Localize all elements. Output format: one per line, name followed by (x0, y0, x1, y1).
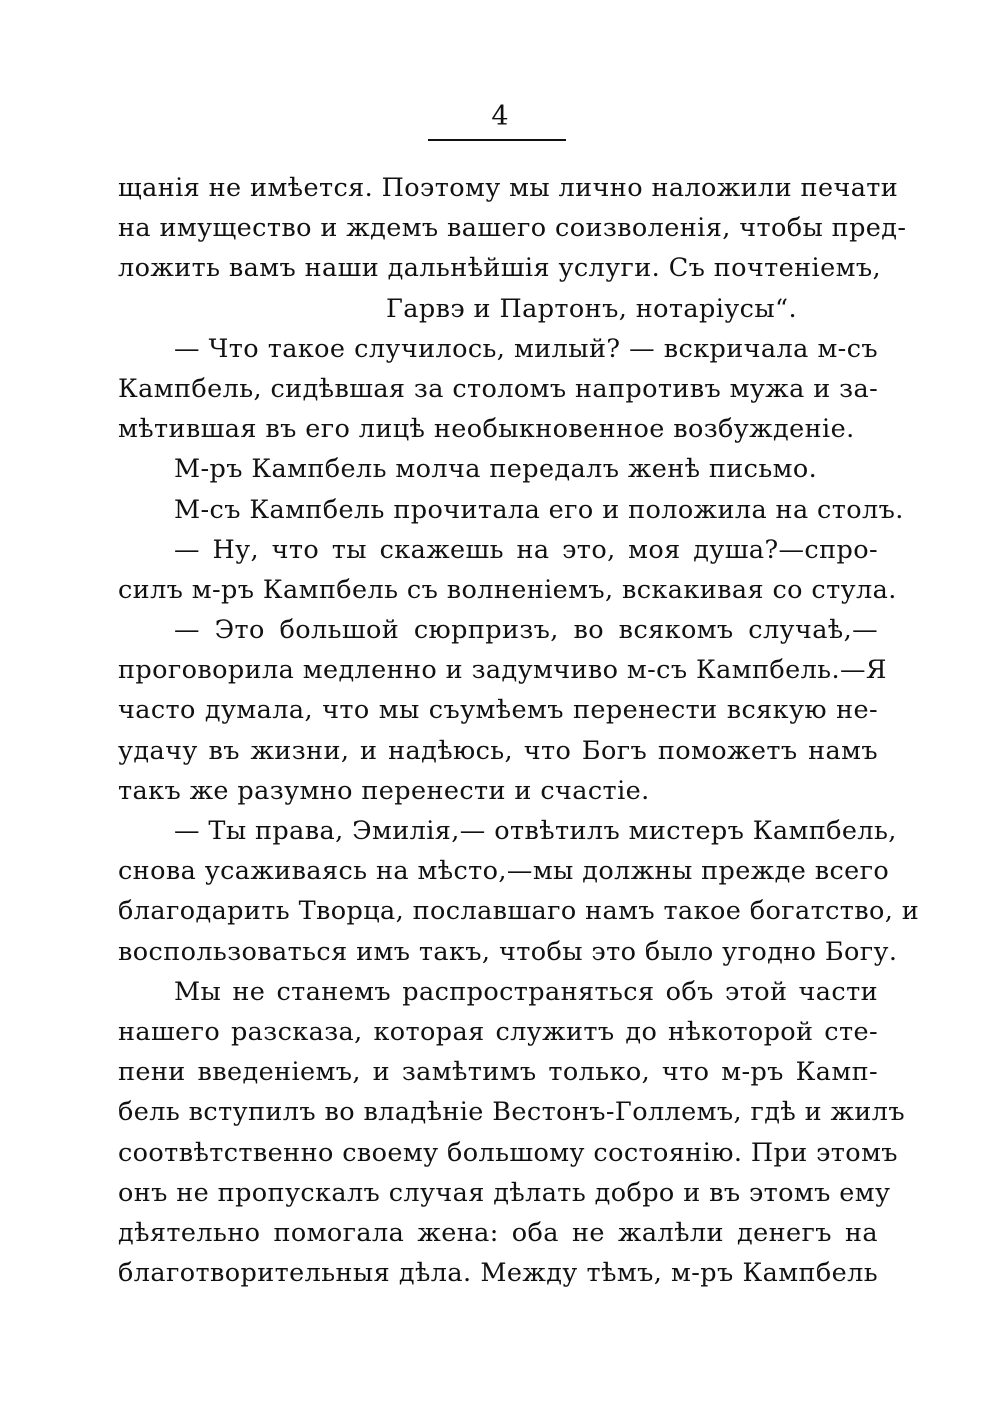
text-line: Мы не станемъ распространяться объ этой части (174, 976, 878, 1007)
text-line: часто думала, что мы съумѣемъ перенести всякую не- (118, 695, 878, 726)
text-line: щанія не имѣется. Поэтому мы лично наложили печати (118, 173, 899, 203)
text-line: дѣятельно помогала жена: оба не жалѣли денегъ на (118, 1217, 878, 1248)
text-line: онъ не пропускалъ случая дѣлать добро и въ этомъ ему (118, 1177, 891, 1208)
text-line: проговорила медленно и задумчиво м-съ Кампбель.—Я (118, 655, 887, 686)
text-line: такъ же разумно перенести и счастіе. (118, 775, 650, 806)
text-line: благодарить Творца, пославшаго намъ такое богатство, и (118, 896, 920, 927)
letter-signature: Гарвэ и Партонъ, нотаріусы“. (386, 293, 797, 324)
text-line: Кампбель, сидѣвшая за столомъ напротивъ мужа и за- (118, 373, 879, 404)
text-line: мѣтившая въ его лицѣ необыкновенное возбужденіе. (118, 414, 855, 445)
text-line: на имущество и ждемъ вашего соизволенія, чтобы пред- (118, 213, 907, 244)
text-line: снова усаживаясь на мѣсто,—мы должны прежде всего (118, 856, 890, 887)
text-line: силъ м-ръ Кампбель съ волненіемъ, вскакивая со стула. (118, 574, 897, 605)
text-line: — Это большой сюрпризъ, во всякомъ случаѣ,— (174, 615, 878, 646)
text-line: — Ну, что ты скажешь на это, моя душа?—спро- (174, 534, 878, 565)
text-line: нашего разсказа, которая служитъ до нѣкоторой сте- (118, 1016, 878, 1047)
text-line: М-ръ Кампбель молча передалъ женѣ письмо. (174, 454, 818, 485)
text-line: ложить вамъ наши дальнѣйшія услуги. Съ почтеніемъ, (118, 253, 881, 284)
text-line: пени введеніемъ, и замѣтимъ только, что м-ръ Камп- (118, 1057, 878, 1088)
text-line: бель вступилъ во владѣніе Вестонъ-Голлемъ, гдѣ и жилъ (118, 1097, 906, 1128)
header-rule (428, 139, 566, 141)
text-line: — Что такое случилось, милый? — вскричала м-съ (174, 333, 878, 364)
text-line: М-съ Кампбель прочитала его и положила на столъ. (174, 494, 904, 525)
text-line: благотворительныя дѣла. Между тѣмъ, м-ръ Кампбель (118, 1258, 878, 1289)
body-text (118, 168, 920, 1293)
text-line: — Ты права, Эмилія,— отвѣтилъ мистеръ Кампбель, (174, 816, 897, 846)
text-line: воспользоваться имъ такъ, чтобы это было угодно Богу. (118, 936, 898, 967)
text-line: удачу въ жизни, и надѣюсь, что Богъ поможетъ намъ (118, 735, 878, 766)
text-line: соотвѣтственно своему большому состоянію. При этомъ (118, 1137, 898, 1168)
page-number: 4 (491, 101, 509, 132)
